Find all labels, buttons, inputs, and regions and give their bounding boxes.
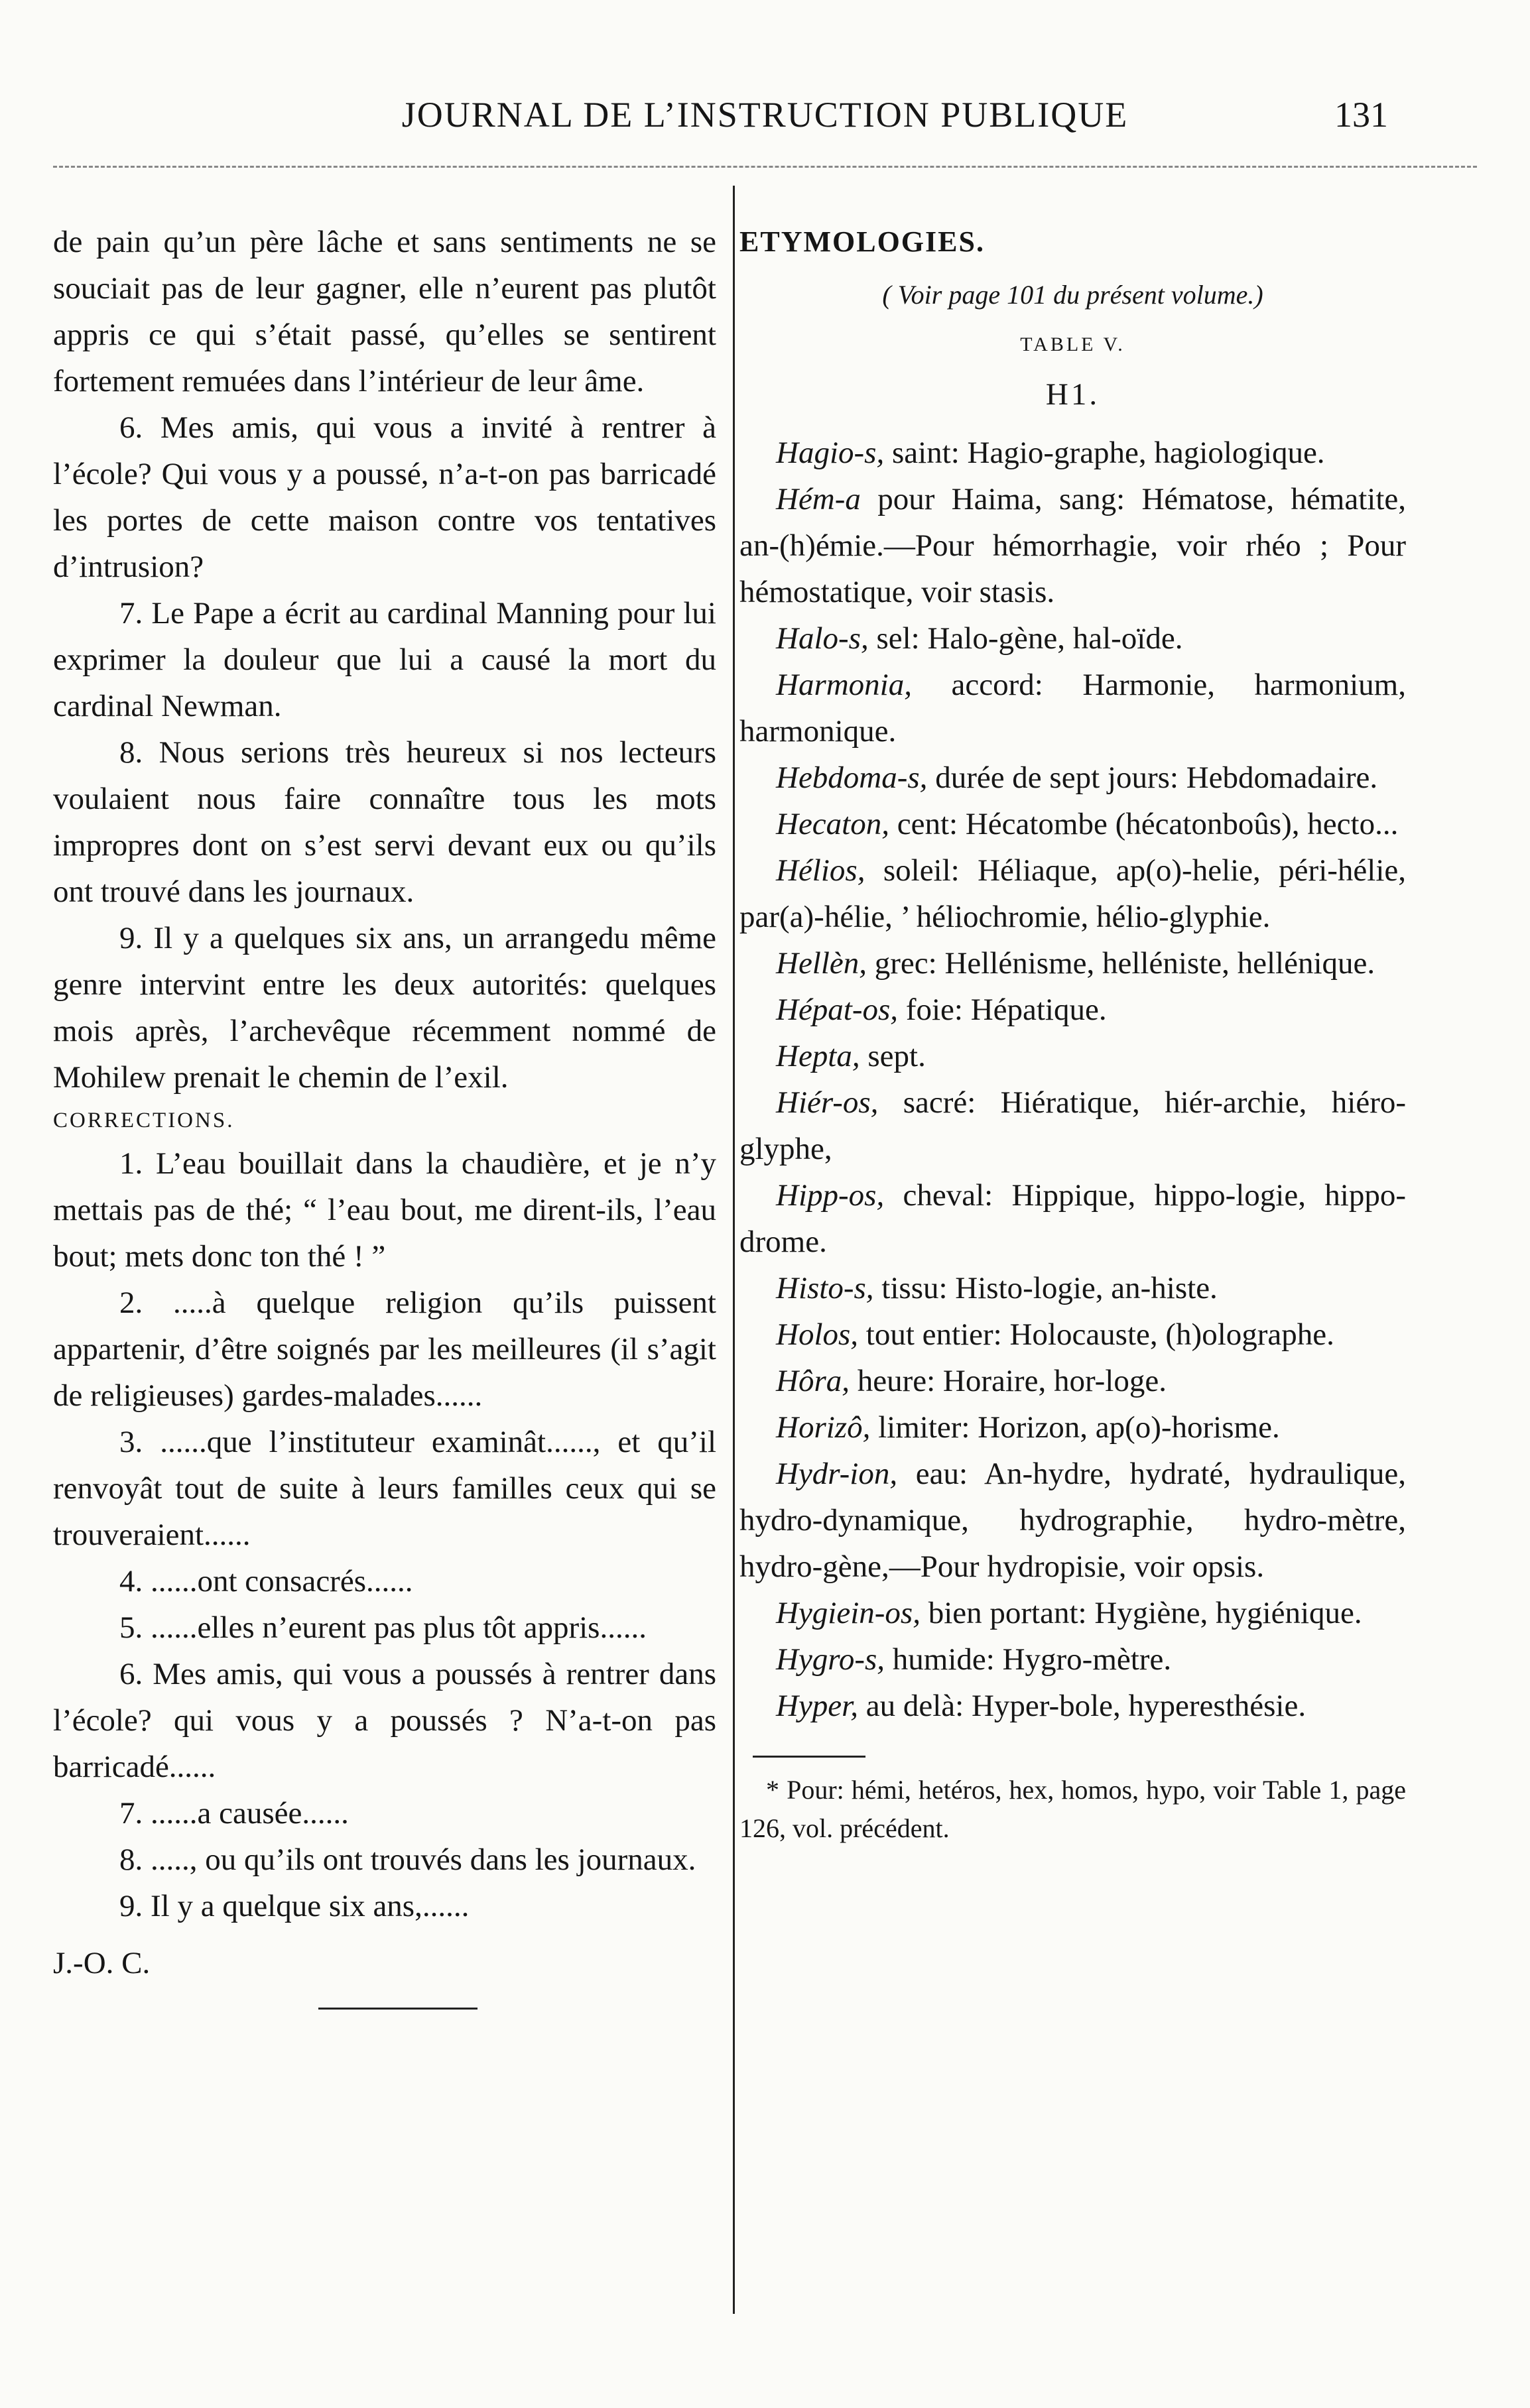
- entry-headword: Histo-s,: [776, 1271, 874, 1305]
- etymology-entry: [739, 754, 1406, 801]
- exercise-item-6: 6. Mes amis, qui vous a invité à rentrer à l’école? Qui vous y a poussé, n’a-t-on pas barricadé les portes de cette maison contre vos tentatives d’intrusion?: [53, 410, 716, 584]
- entry-definition: pour Haima, sang: Hématose, hématite, an-(h)émie.—Pour hémorrhagie, voir rhéo ; Pour hémostatique, voir stasis.: [739, 482, 1406, 609]
- entry-headword: Hiér-os,: [776, 1085, 879, 1120]
- end-rule: [318, 2008, 478, 2010]
- etymology-entry: [739, 1265, 1406, 1311]
- entry-headword: Hygiein-os,: [776, 1596, 921, 1630]
- opening-paragraph: de pain qu’un père lâche et sans sentiments ne se souciait pas de leur gagner, elle n’eurent pas plutôt appris ce qui s’était passé, qu’elles se sentirent fortement remuées dans l’intérieur de leur âme.: [53, 225, 716, 398]
- exercise-item-9: 9. Il y a quelques six ans, un arrangedu même genre intervint entre les deux autorités: quelques mois après, l’archevêque récemment nommé de Mohilew prenait le chemin de l’exil.: [53, 921, 716, 1095]
- etymology-entry: [739, 801, 1406, 847]
- entry-definition: accord: Harmonie, harmonium, harmonique.: [739, 668, 1406, 749]
- corrections-heading: CORRECTIONS.: [53, 1109, 235, 1132]
- entry-definition: sel: Halo-gène, hal-oïde.: [868, 621, 1183, 656]
- entry-definition: humide: Hygro-mètre.: [885, 1642, 1172, 1677]
- correction-item-5: 5. ......elles n’eurent pas plus tôt appris......: [119, 1610, 647, 1645]
- correction-item-2: 2. .....à quelque religion qu’ils puissent appartenir, d’être soignés par les meilleures (il s’agit de religieuses) gardes-malades......: [53, 1286, 716, 1413]
- etymology-entry: [739, 615, 1406, 662]
- etymology-entry: [739, 1404, 1406, 1451]
- entry-definition: sacré: Hiératique, hiér-archie, hiéro-glyphe,: [739, 1085, 1406, 1166]
- entry-headword: Hém-a: [776, 482, 861, 516]
- entry-headword: Hôra,: [776, 1364, 850, 1398]
- entry-definition: soleil: Héliaque, ap(o)-helie, péri-hélie, par(a)-hélie, ’ héliochromie, hélio-glyphie.: [739, 853, 1406, 934]
- entry-headword: Hellèn,: [776, 946, 867, 981]
- entry-headword: Horizô,: [776, 1410, 871, 1445]
- column-divider: [733, 186, 735, 2314]
- entry-headword: Halo-s,: [776, 621, 869, 656]
- correction-item-4: 4. ......ont consacrés......: [119, 1564, 413, 1598]
- entry-definition: eau: An-hydre, hydraté, hydraulique, hydro-dynamique, hydrographie, hydro-mètre, hydro-gène,—Pour hydropisie, voir opsis.: [739, 1457, 1406, 1584]
- etymology-entry: [739, 1311, 1406, 1358]
- entry-headword: Hagio-s,: [776, 436, 885, 470]
- entry-headword: Hebdoma-s,: [776, 760, 928, 795]
- footnote: * Pour: hémi, hetéros, hex, homos, hypo, voir Table 1, page 126, vol. précédent.: [739, 1775, 1406, 1843]
- right-column: [739, 219, 1406, 1848]
- letter-label: H1.: [1045, 377, 1100, 412]
- entry-headword: Hélios,: [776, 853, 865, 888]
- entry-headword: Harmonia,: [776, 668, 912, 702]
- entry-headword: Holos,: [776, 1317, 859, 1352]
- entry-headword: Hygro-s,: [776, 1642, 885, 1677]
- etymology-entry: [739, 940, 1406, 987]
- etymology-entry: [739, 1590, 1406, 1636]
- correction-item-9: 9. Il y a quelque six ans,......: [119, 1889, 470, 1923]
- entry-definition: sept.: [860, 1039, 926, 1073]
- entry-definition: au delà: Hyper-bole, hyperesthésie.: [858, 1689, 1307, 1723]
- entry-definition: heure: Horaire, hor-loge.: [849, 1364, 1167, 1398]
- entry-definition: limiter: Horizon, ap(o)-horisme.: [870, 1410, 1280, 1445]
- etymology-entry: [739, 1451, 1406, 1590]
- entry-definition: saint: Hagio-graphe, hagiologique.: [884, 436, 1325, 470]
- exercise-item-8: 8. Nous serions très heureux si nos lecteurs voulaient nous faire connaître tous les mots impropres dont on s’est servi devant eux ou qu’ils ont trouvé dans les journaux.: [53, 735, 716, 909]
- entry-definition: tout entier: Holocauste, (h)olographe.: [858, 1317, 1334, 1352]
- exercise-item-7: 7. Le Pape a écrit au cardinal Manning pour lui exprimer la douleur que lui a causé la mort du cardinal Newman.: [53, 596, 716, 723]
- etymology-entry: [739, 662, 1406, 754]
- correction-item-8: 8. ....., ou qu’ils ont trouvés dans les journaux.: [119, 1842, 696, 1877]
- entry-headword: Hydr-ion,: [776, 1457, 898, 1491]
- correction-item-1: 1. L’eau bouillait dans la chaudière, et je n’y mettais pas de thé; “ l’eau bout, me dirent-ils, l’eau bout; mets donc ton thé ! ”: [53, 1146, 716, 1274]
- etymology-entry: [739, 1358, 1406, 1404]
- etymology-entry: [739, 1683, 1406, 1729]
- etymology-entry: [739, 1172, 1406, 1265]
- left-column: [53, 219, 716, 2010]
- entry-headword: Hépat-os,: [776, 993, 899, 1027]
- correction-item-7: 7. ......a causée......: [119, 1796, 349, 1831]
- etymology-entry: [739, 430, 1406, 476]
- entry-headword: Hecaton,: [776, 807, 889, 841]
- author-signature: J.-O. C.: [53, 1946, 151, 1980]
- etymology-entry: [739, 1079, 1406, 1172]
- entry-headword: Hyper,: [776, 1689, 858, 1723]
- entry-definition: grec: Hellénisme, helléniste, hellénique.: [867, 946, 1375, 981]
- entry-definition: cheval: Hippique, hippo-logie, hippo-drome.: [739, 1178, 1406, 1259]
- etymology-entry: [739, 476, 1406, 615]
- correction-item-6: 6. Mes amis, qui vous a poussés à rentrer dans l’école? qui vous y a poussés ? N’a-t-on pas barricadé......: [53, 1657, 716, 1784]
- journal-title: JOURNAL DE L’INSTRUCTION PUBLIQUE: [401, 95, 1129, 135]
- section-title: ETYMOLOGIES.: [739, 225, 985, 258]
- entry-definition: bien portant: Hygiène, hygiénique.: [920, 1596, 1362, 1630]
- entry-definition: tissu: Histo-logie, an-histe.: [873, 1271, 1218, 1305]
- etymology-entry: [739, 847, 1406, 940]
- etymology-entry: [739, 1636, 1406, 1683]
- table-label: TABLE V.: [1020, 333, 1125, 355]
- entry-headword: Hepta,: [776, 1039, 860, 1073]
- entry-definition: foie: Hépatique.: [898, 993, 1107, 1027]
- correction-item-3: 3. ......que l’instituteur examinât......, et qu’il renvoyât tout de suite à leurs familles ceux qui se trouveraient......: [53, 1425, 716, 1552]
- page-number: 131: [1334, 95, 1388, 135]
- etymology-entry: [739, 987, 1406, 1033]
- entry-headword: Hipp-os,: [776, 1178, 885, 1213]
- header-rule: [53, 166, 1477, 168]
- see-note: ( Voir page 101 du présent volume.): [882, 280, 1263, 310]
- entry-definition: durée de sept jours: Hebdomadaire.: [927, 760, 1378, 795]
- footnote-rule: [753, 1756, 865, 1758]
- entry-definition: cent: Hécatombe (hécatonboûs), hecto...: [889, 807, 1399, 841]
- etymology-entry: [739, 1033, 1406, 1079]
